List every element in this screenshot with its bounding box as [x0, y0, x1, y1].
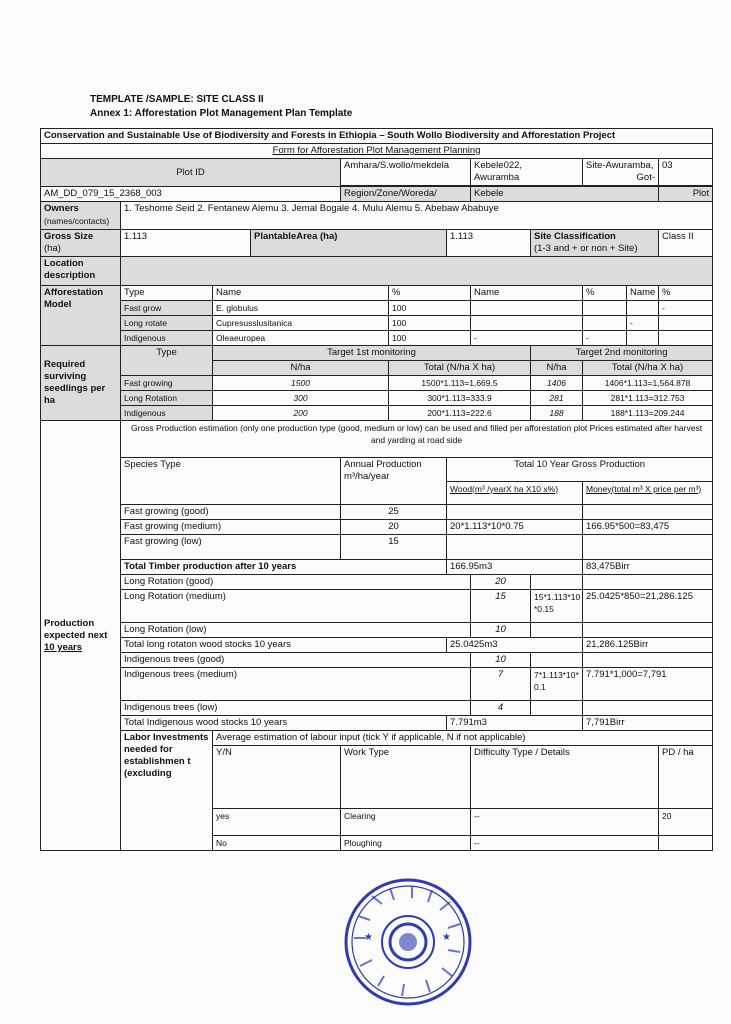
plot-label: Plot [659, 187, 713, 202]
model-row-name2 [471, 316, 583, 331]
wood-value [447, 535, 583, 560]
seedlings-label: Required surviving seedlings per ha [41, 346, 121, 421]
total-timber-label: Total Timber production after 10 years [121, 560, 447, 575]
plot-number: 03 [659, 159, 713, 186]
production-label: Production expected next 10 years [41, 421, 121, 851]
annual-value: 25 [341, 505, 447, 520]
project-title: Conservation and Sustainable Use of Biodiversity and Forests in Ethiopia – South Wollo Biodiversity and Afforestation Project [41, 129, 713, 144]
official-stamp [342, 876, 474, 1008]
model-header-name3: Name [627, 286, 659, 301]
model-row-pct3 [659, 331, 713, 346]
site-value: Site-Awuramba, Got- [583, 159, 659, 186]
total-header-2: Total (N/ha X ha) [583, 361, 713, 376]
annual-value: 15 [341, 535, 447, 560]
region-value: Amhara/S.wollo/mekdela [341, 159, 471, 186]
model-header-pct3: % [659, 286, 713, 301]
wood-header: Wood(m³ /yearX ha X10 x%) [447, 481, 583, 505]
model-row-name: E. globulus [213, 301, 389, 316]
model-row-name: Oleaeuropea [213, 331, 389, 346]
annual-value: 20 [341, 520, 447, 535]
annual-value: 15 [471, 590, 531, 623]
money-value: 166.95*500=83,475 [583, 520, 713, 535]
seedling-row-n1: 1500 [213, 376, 389, 391]
total-indig-label: Total Indigenous wood stocks 10 years [121, 716, 447, 731]
target-2-header: Target 2nd monitoring [531, 346, 713, 361]
annual-value: 4 [471, 701, 531, 716]
model-row-pct3: - [659, 301, 713, 316]
species-row: Indigenous trees (medium) [121, 668, 471, 701]
model-row-name3 [627, 301, 659, 316]
owners-label: Owners (names/contacts) [41, 202, 121, 230]
model-row-pct2 [583, 301, 627, 316]
total-long-money: 21,286.125Birr [583, 638, 713, 653]
money-value [583, 575, 713, 590]
plot-id-label: Plot ID [41, 159, 341, 187]
species-row: Fast growing (low) [121, 535, 341, 560]
species-row: Indigenous trees (good) [121, 653, 471, 668]
seedling-row-type: Fast growing [121, 376, 213, 391]
kebele-value: Kebele022, Awuramba [471, 159, 583, 186]
labor-row-work: Ploughing [341, 836, 471, 851]
labor-header-pd: PD / ha [659, 746, 713, 809]
seedling-row-t2: 188*1.113=209.244 [583, 406, 713, 421]
seedling-row-t1: 1500*1.113=1,669.5 [389, 376, 531, 391]
wood-value: 7*1.113*10* 0.1 [531, 668, 583, 701]
seedling-row-n2: 1406 [531, 376, 583, 391]
labor-header-difficulty: Difficulty Type / Details [471, 746, 659, 809]
annual-value: 10 [471, 623, 531, 638]
model-row-pct: 100 [389, 331, 471, 346]
wood-value [447, 505, 583, 520]
labor-header-work: Work Type [341, 746, 471, 809]
plantable-area-label: PlantableArea (ha) [251, 230, 447, 257]
wood-value [531, 623, 583, 638]
annual-value: 7 [471, 668, 531, 701]
total-long-label: Total long rotaton wood stocks 10 years [121, 638, 447, 653]
money-value [583, 653, 713, 668]
money-value [583, 535, 713, 560]
seedlings-type-header: Type [121, 346, 213, 376]
model-header-name: Name [213, 286, 389, 301]
location-value [121, 257, 713, 286]
form-title: Form for Afforestation Plot Management Planning [41, 144, 713, 159]
money-value [583, 505, 713, 520]
model-row-name2: - [471, 331, 583, 346]
species-type-header: Species Type [121, 458, 341, 505]
wood-value: 20*1.113*10*0.75 [447, 520, 583, 535]
total-header: Total (N/ha X ha) [389, 361, 531, 376]
total-long-wood: 25.0425m3 [447, 638, 583, 653]
plantable-area-value: 1.113 [447, 230, 531, 257]
model-header-name2: Name [471, 286, 583, 301]
labor-row-pd: 20 [659, 809, 713, 836]
labor-row-yn: yes [213, 809, 341, 836]
seedling-row-t2: 281*1.113=312.753 [583, 391, 713, 406]
site-classification-value: Class II [659, 230, 713, 257]
kebele-label: Kebele [471, 187, 659, 202]
seedling-row-t1: 200*1.113=222.6 [389, 406, 531, 421]
model-row-type: Long rotate [121, 316, 213, 331]
seedling-row-n2: 281 [531, 391, 583, 406]
wood-value: 15*1.113*10 *0.15 [531, 590, 583, 623]
annual-production-header: Annual Production m³/ha/year [341, 458, 447, 505]
species-row: Long Rotation (good) [121, 575, 471, 590]
seedling-row-n2: 188 [531, 406, 583, 421]
money-value [583, 623, 713, 638]
wood-value [531, 701, 583, 716]
gross-size-label: Gross Size (ha) [41, 230, 121, 257]
model-header-type: Type [121, 286, 213, 301]
seedling-row-t1: 300*1.113=333.9 [389, 391, 531, 406]
model-header-pct2: % [583, 286, 627, 301]
annex-title: Annex 1: Afforestation Plot Management Plan Template [90, 108, 353, 119]
site-classification-label: Site Classification (1-3 and + or non + Site) [531, 230, 659, 257]
labor-header-yn: Y/N [213, 746, 341, 809]
model-row-name2 [471, 301, 583, 316]
total-timber-wood: 166.95m3 [447, 560, 583, 575]
labor-row-pd [659, 836, 713, 851]
labor-row-difficulty: -- [471, 836, 659, 851]
gross-size-value: 1.113 [121, 230, 251, 257]
seedling-row-t2: 1406*1.113=1,564.878 [583, 376, 713, 391]
model-row-type: Fast grow [121, 301, 213, 316]
wood-value [531, 575, 583, 590]
owners-value: 1. Teshome Seid 2. Fentanew Alemu 3. Jemal Bogale 4. Mulu Alemu 5. Abebaw Ababuye [121, 202, 713, 230]
seedling-row-n1: 200 [213, 406, 389, 421]
seedling-row-n1: 300 [213, 391, 389, 406]
annual-value: 20 [471, 575, 531, 590]
template-title: TEMPLATE /SAMPLE: SITE CLASS II [90, 94, 264, 105]
species-row: Long Rotation (low) [121, 623, 471, 638]
money-value: 25.0425*850=21,286.125 [583, 590, 713, 623]
model-row-type: Indigenous [121, 331, 213, 346]
species-row: Fast growing (medium) [121, 520, 341, 535]
model-row-pct3 [659, 316, 713, 331]
model-row-name3: - [627, 316, 659, 331]
plot-id-value: AM_DD_079_15_2368_003 [41, 187, 341, 202]
model-row-name: Cupresusslusitanica [213, 316, 389, 331]
location-label: Location description [41, 257, 121, 286]
total-timber-money: 83,475Birr [583, 560, 713, 575]
seedling-row-type: Indigenous [121, 406, 213, 421]
money-header: Money(total m³ X price per m³) [583, 481, 713, 505]
total-indig-wood: 7.791m3 [447, 716, 583, 731]
n-ha-header: N/ha [213, 361, 389, 376]
labor-note: Average estimation of labour input (tick Y if applicable, N if not applicable) [213, 731, 713, 746]
target-1-header: Target 1st monitoring [213, 346, 531, 361]
n-ha-header-2: N/ha [531, 361, 583, 376]
production-note: Gross Production estimation (only one production type (good, medium or low) can be used and filled per afforestation plot Prices estimated after harvest and yarding at road side [121, 421, 713, 458]
total-indig-money: 7,791Birr [583, 716, 713, 731]
labor-row-work: Clearing [341, 809, 471, 836]
model-row-pct2: - [583, 331, 627, 346]
labor-row-difficulty: -- [471, 809, 659, 836]
labor-label: Labor Investments needed for establishmen t (excluding [121, 731, 213, 851]
afforestation-model-label: Afforestation Model [41, 286, 121, 346]
model-row-pct: 100 [389, 301, 471, 316]
svg-text:★: ★ [442, 932, 451, 943]
svg-text:★: ★ [364, 932, 373, 943]
model-header-pct: % [389, 286, 471, 301]
species-row: Fast growing (good) [121, 505, 341, 520]
model-row-pct2 [583, 316, 627, 331]
money-value [583, 701, 713, 716]
total-10-year-header: Total 10 Year Gross Production [447, 458, 713, 482]
model-row-pct: 100 [389, 316, 471, 331]
model-row-name3 [627, 331, 659, 346]
wood-value [531, 653, 583, 668]
region-label: Region/Zone/Woreda/ [341, 187, 471, 202]
money-value: 7.791*1,000=7,791 [583, 668, 713, 701]
annual-value: 10 [471, 653, 531, 668]
species-row: Indigenous trees (low) [121, 701, 471, 716]
seedling-row-type: Long Rotation [121, 391, 213, 406]
labor-row-yn: No [213, 836, 341, 851]
management-plan-table [40, 128, 713, 851]
species-row: Long Rotation (medium) [121, 590, 471, 623]
